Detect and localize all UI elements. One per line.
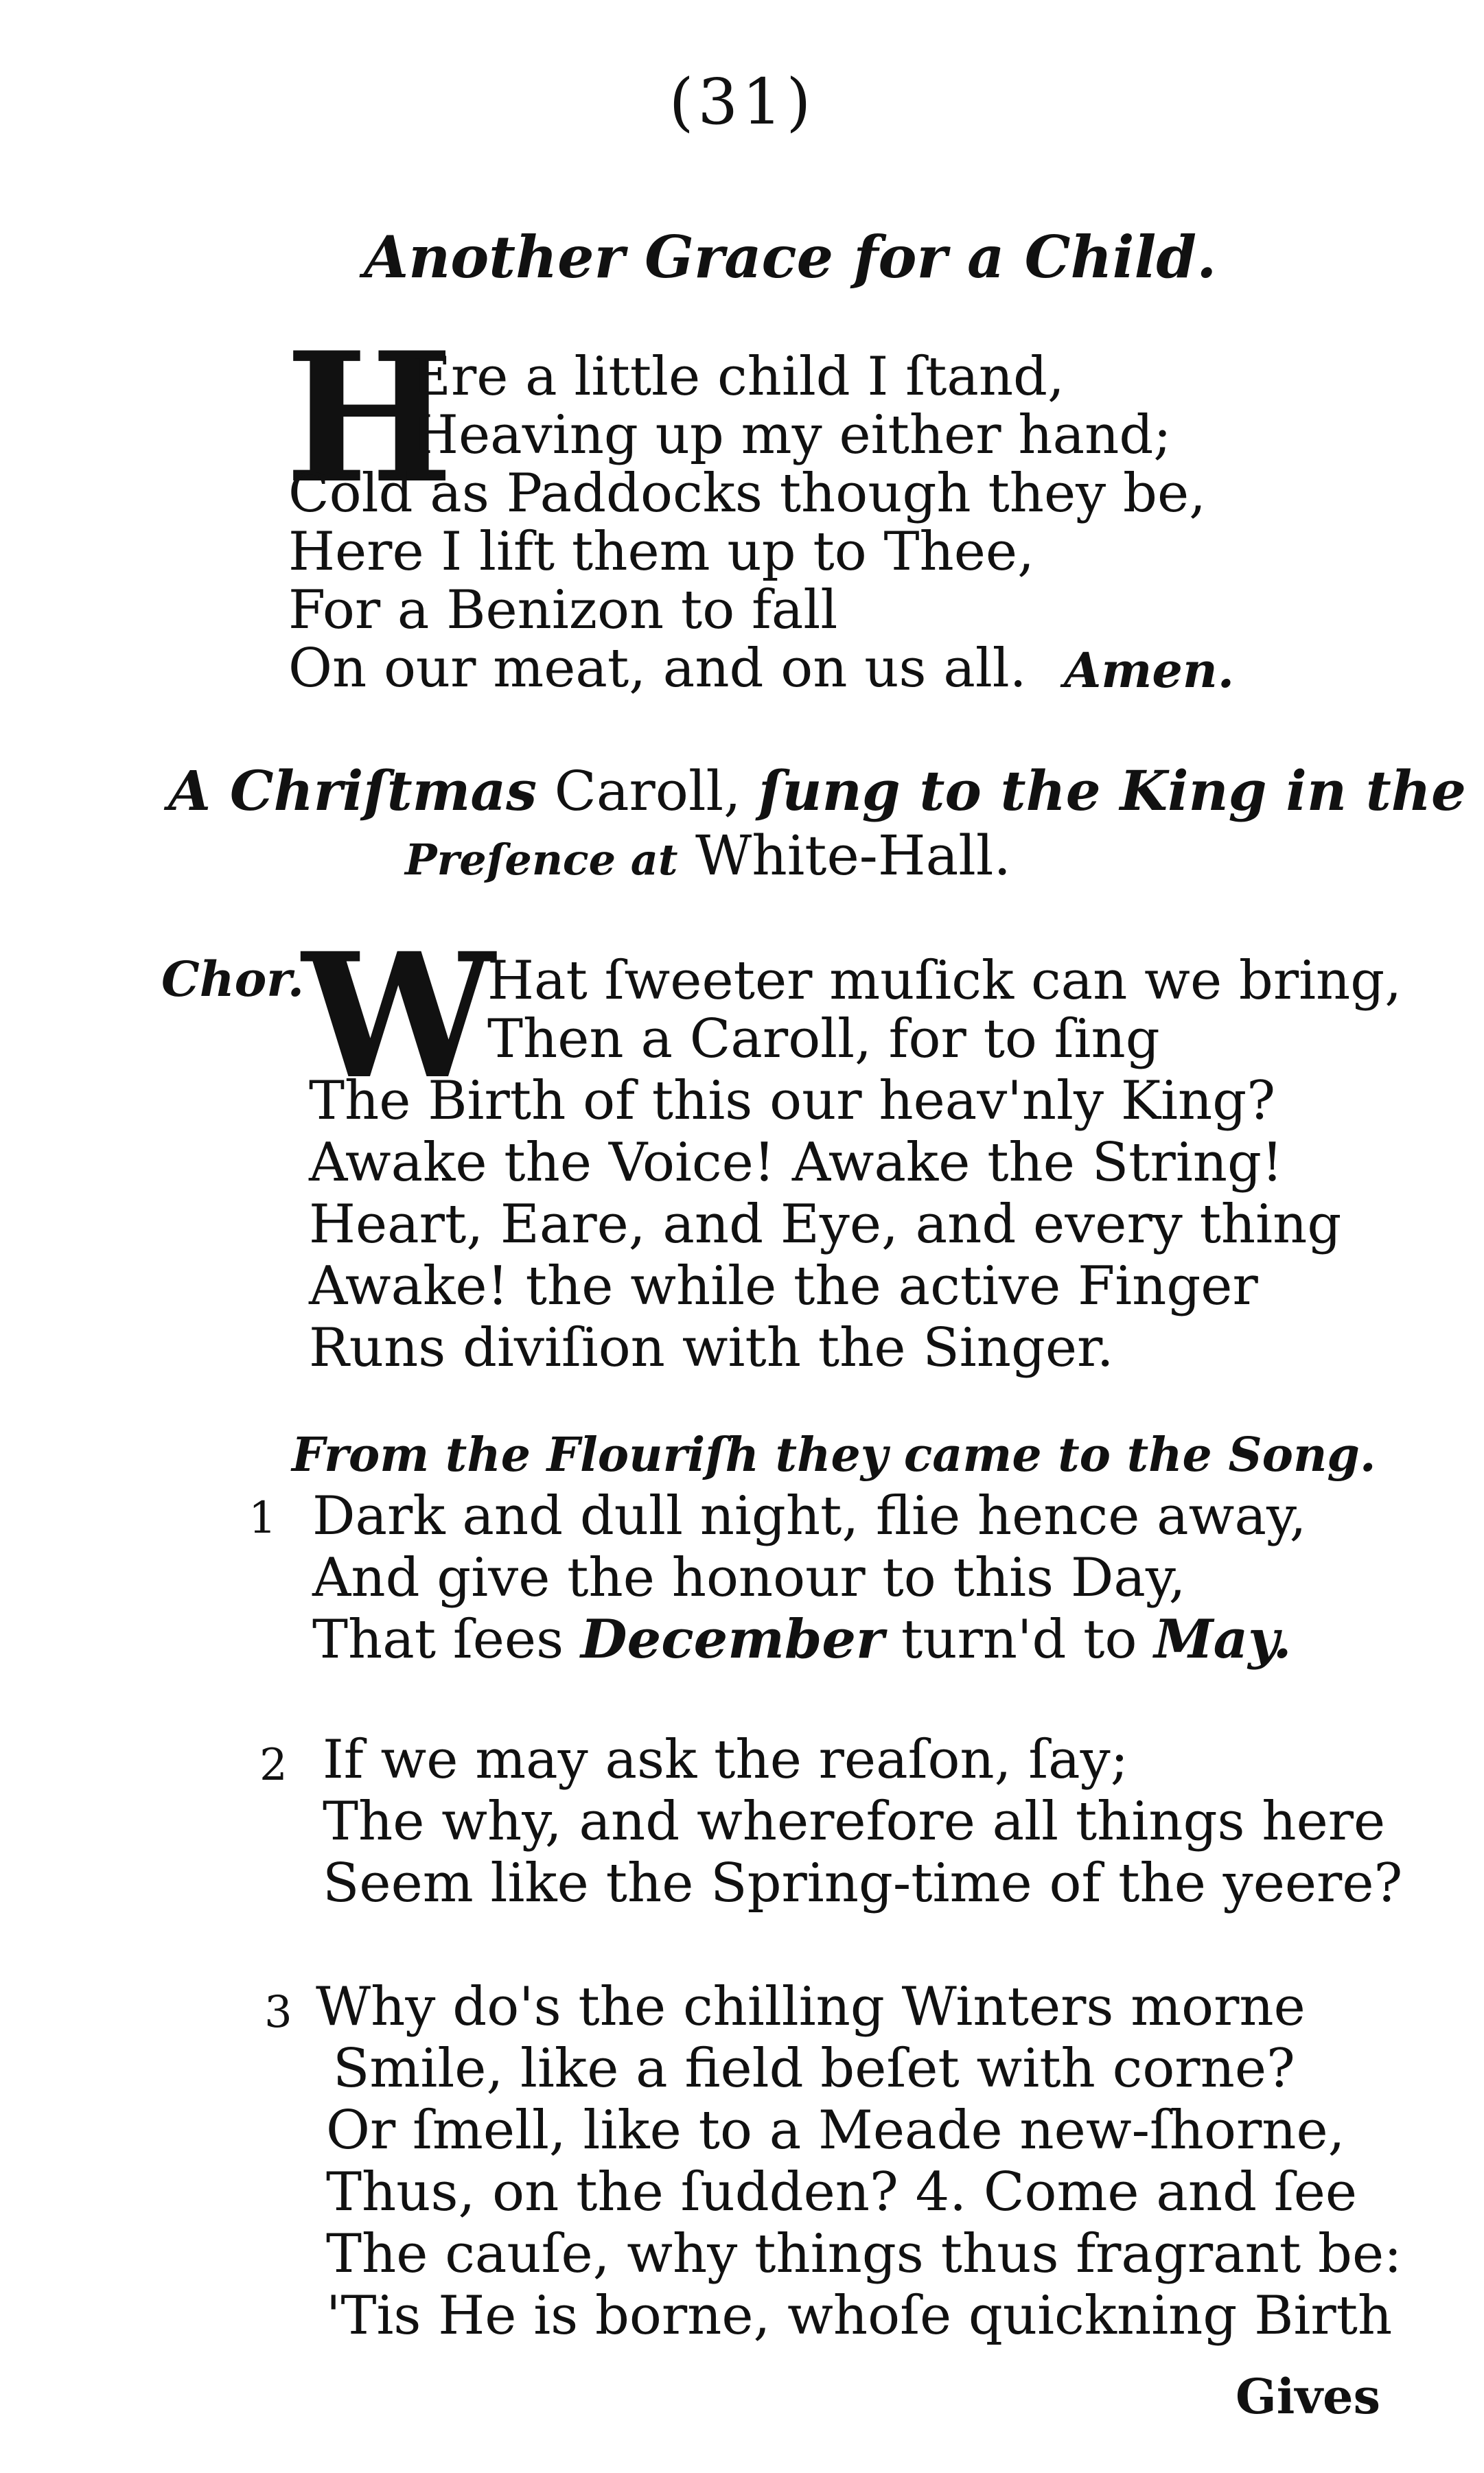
grace-line-1: Ere a little child I ſtand,	[412, 346, 1065, 408]
carol-heading-roman-b: White-Hall.	[695, 824, 1011, 887]
stanza-3-line-1: Why do's the chilling Winters morne	[316, 1976, 1306, 2038]
carol-heading-line-1	[168, 758, 1466, 823]
grace-line-5: For a Benizon to fall	[288, 579, 838, 641]
carol-heading-line-2	[405, 824, 1011, 887]
page-number: (31)	[669, 65, 815, 139]
chorus-line-5: Heart, Eare, and Eye, and every thing	[309, 1194, 1342, 1255]
stanza-1-december: December	[580, 1608, 885, 1671]
chorus-line-7: Runs diviſion with the Singer.	[309, 1317, 1114, 1379]
grace-line-6: On our meat, and on us all.	[288, 638, 1027, 699]
carol-heading-italic-b: ſung to the King in the	[758, 758, 1466, 823]
chorus-line-3: The Birth of this our heav'nly King?	[309, 1070, 1276, 1132]
chorus-line-2: Then a Caroll, for to ſing	[487, 1008, 1160, 1070]
grace-amen: Amen.	[1064, 642, 1235, 699]
stanza-1-line-3-b: turn'd to	[901, 1609, 1137, 1671]
stanza-1-line-1: Dark and dull night, flie hence away,	[312, 1485, 1307, 1547]
stanza-2-line-2: The why, and wherefore all things here	[323, 1791, 1386, 1853]
stanza-3-line-2: Smile, like a field beſet with corne?	[333, 2038, 1295, 2100]
catchword: Gives	[1236, 2368, 1380, 2425]
carol-heading-roman: Caroll,	[554, 759, 741, 823]
stanza-1-may: May.	[1154, 1608, 1292, 1671]
stanza-3-number: 3	[264, 1987, 292, 2038]
stage-direction: From the Flouriſh they came to the Song.	[292, 1428, 1376, 1483]
chorus-label: Chor.	[161, 951, 305, 1008]
stanza-2-number: 2	[259, 1740, 288, 1791]
chorus-line-4: Awake the Voice! Awake the String!	[309, 1132, 1284, 1194]
chorus-drop-cap: W	[302, 915, 495, 1117]
grace-drop-cap: H	[285, 314, 454, 523]
stanza-1-line-2: And give the honour to this Day,	[312, 1547, 1186, 1609]
grace-line-4: Here I lift them up to Thee,	[288, 521, 1034, 583]
stanza-1-number: 1	[248, 1493, 277, 1544]
grace-title: Another Grace for a Child.	[364, 223, 1217, 291]
carol-heading-italic-a: A Chriſtmas	[168, 758, 537, 823]
chorus-line-1: Hat ſweeter muſick can we bring,	[487, 950, 1402, 1012]
grace-line-2: Heaving up my either hand;	[412, 404, 1172, 466]
stanza-1-line-3-a: That ſees	[312, 1609, 564, 1671]
grace-line-3: Cold as Paddocks though they be,	[288, 463, 1206, 524]
stanza-1-line-3	[312, 1610, 1292, 1670]
stanza-3-line-6: 'Tis He is borne, whoſe quickning Birth	[326, 2285, 1393, 2347]
stanza-3-line-3: Or ſmell, like to a Meade new-ſhorne,	[326, 2100, 1345, 2161]
stanza-3-line-5: The cauſe, why things thus fragrant be:	[326, 2223, 1402, 2285]
chorus-line-6: Awake! the while the active Finger	[309, 1255, 1258, 1317]
stanza-2-line-1: If we may ask the reaſon, ſay;	[323, 1729, 1128, 1791]
stanza-3-line-4: Thus, on the ſudden? 4. Come and ſee	[326, 2161, 1358, 2223]
stanza-2-line-3: Seem like the Spring-time of the yeere?	[323, 1853, 1403, 1914]
carol-heading-italic-c: Preſence at	[405, 835, 678, 885]
